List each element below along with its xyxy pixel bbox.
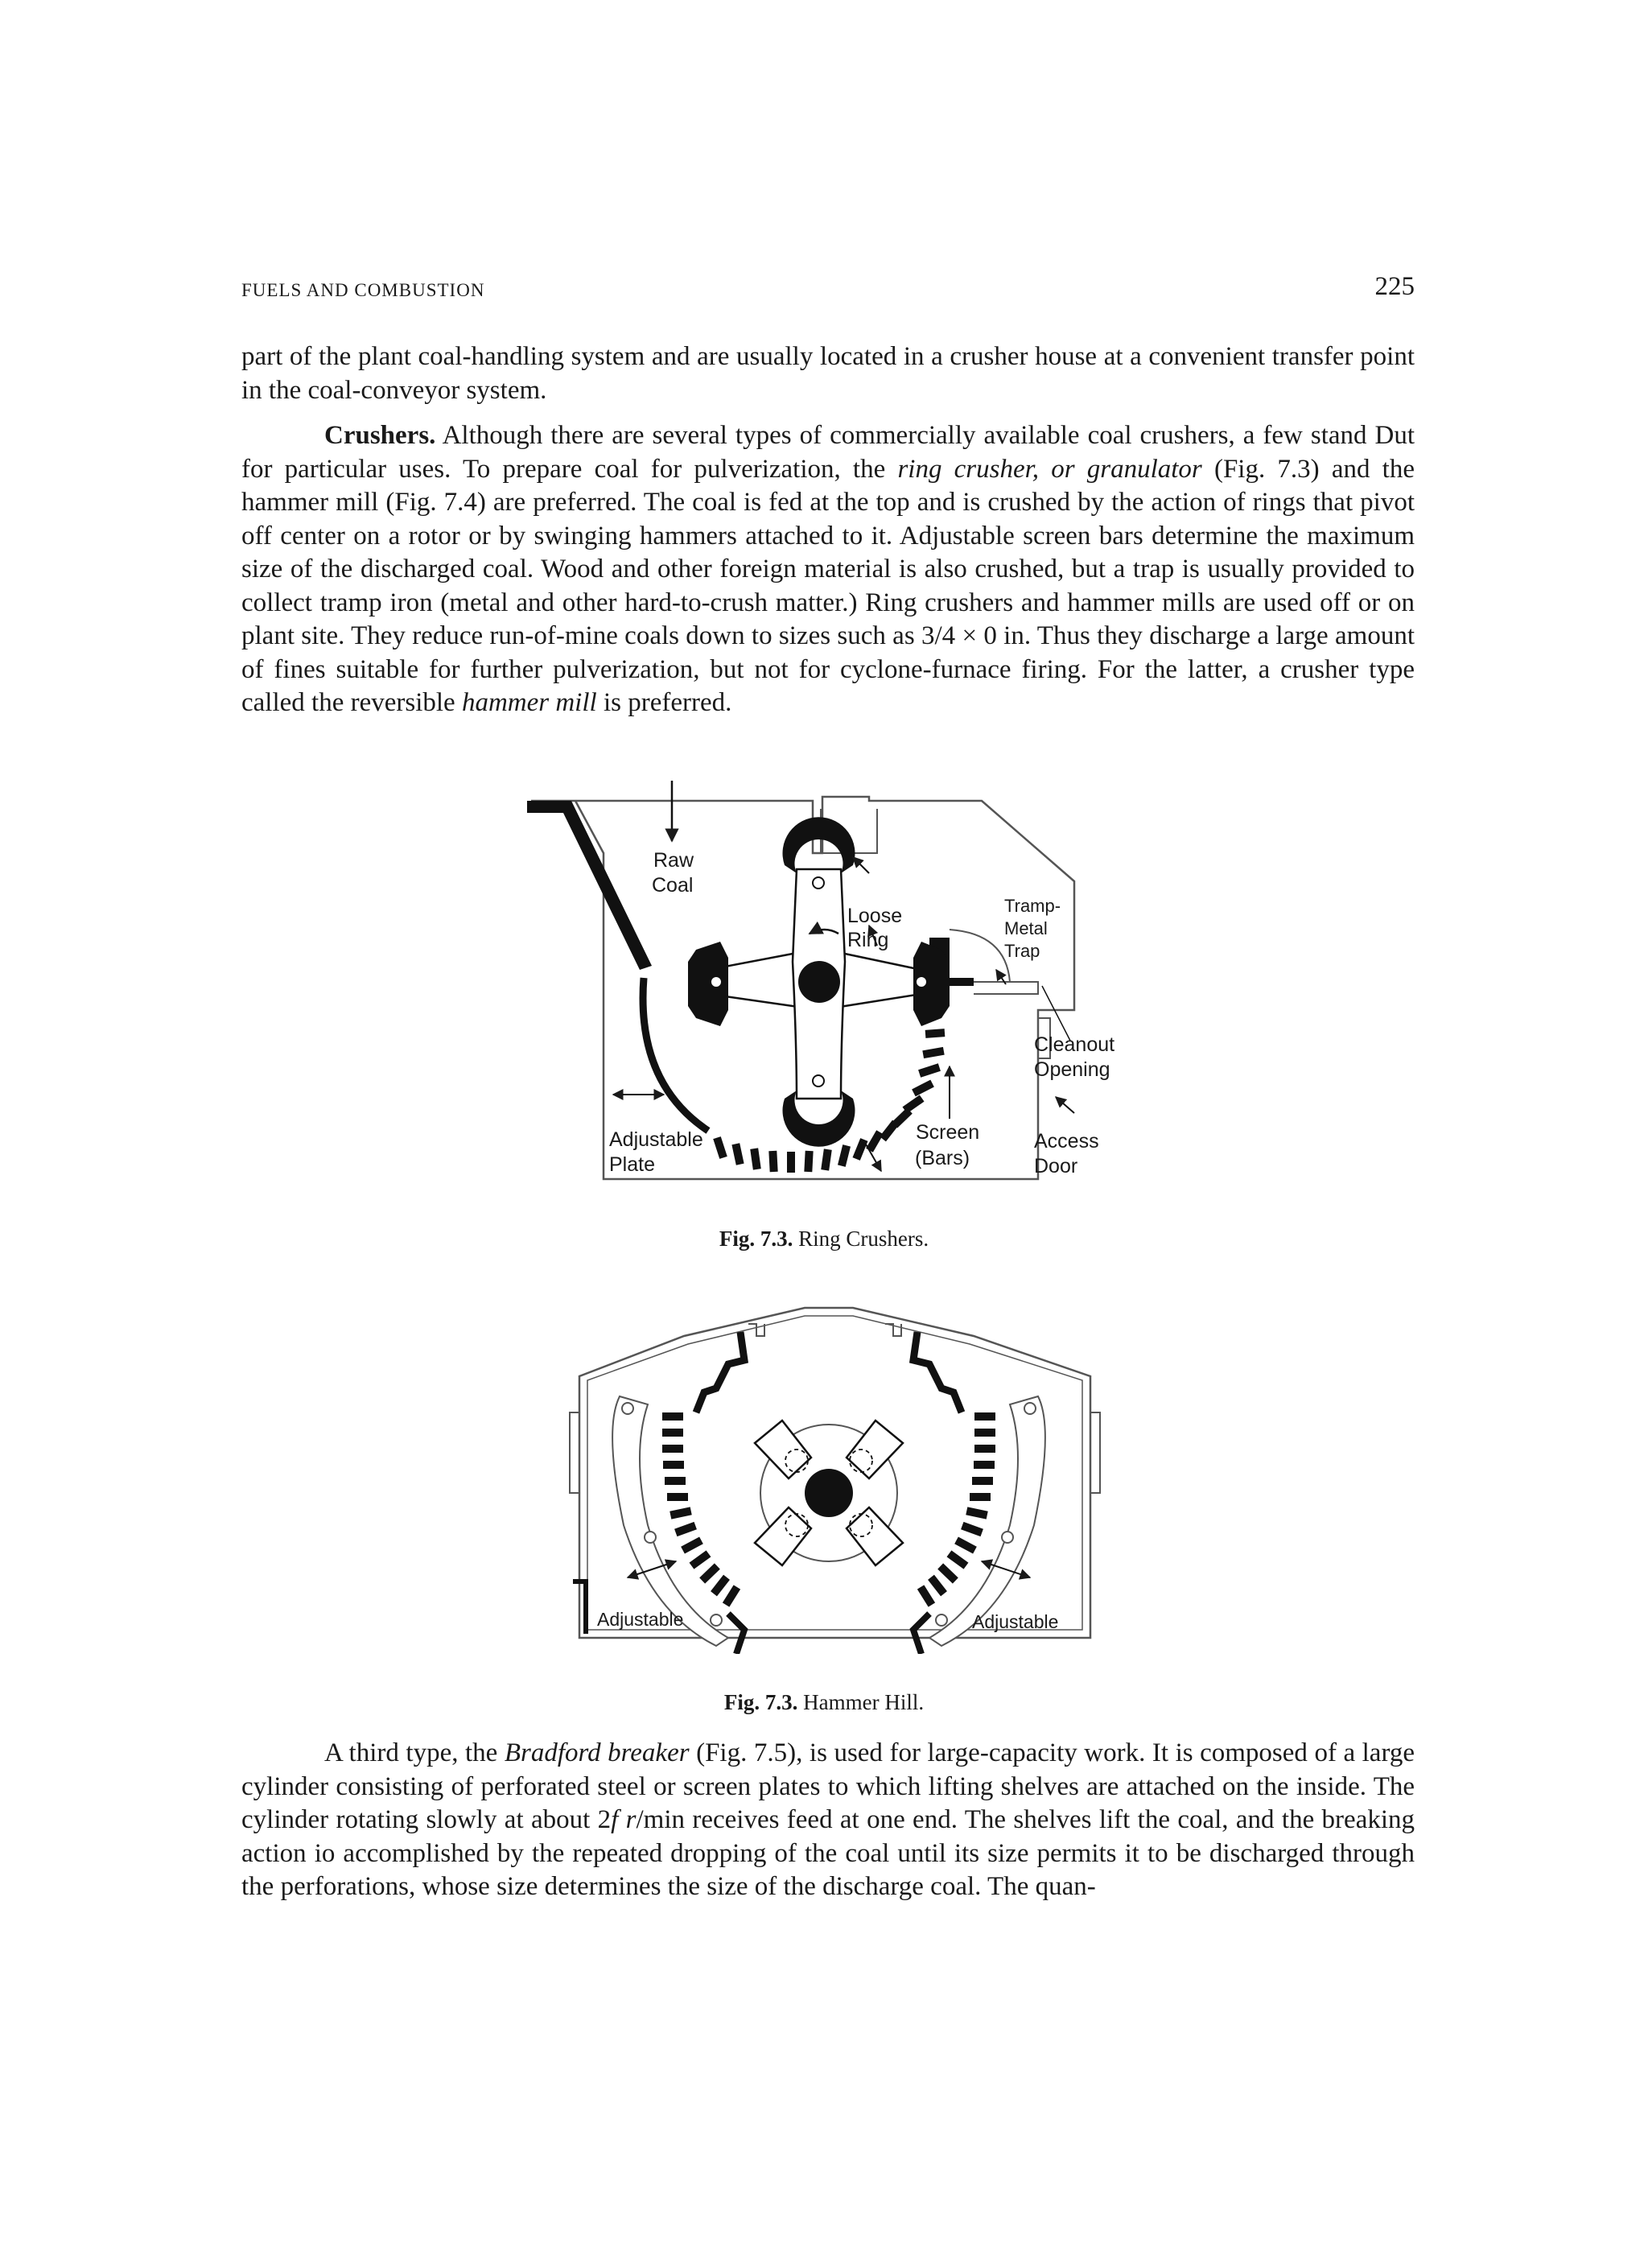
- paragraph-bradford: [241, 1737, 1415, 1904]
- label-trap: Trap: [1004, 941, 1040, 961]
- liner-right: [913, 1332, 962, 1412]
- hammer-rotor-shaft: [805, 1469, 853, 1517]
- paragraph-2-emph-hammer-mill: hammer mill: [461, 688, 597, 717]
- paragraph-3-text-c: /min receives feed at one end. The shelves lift the coal, and the breaking action io accomplished by the repeated dropping of the coal until its size permits it to be discharged through the perforations, whose size determines the size of the discharge coal. The quan-: [241, 1805, 1415, 1901]
- label-ring: Ring: [847, 929, 889, 951]
- label-metal: Metal: [1004, 918, 1048, 938]
- trap-hood: [950, 930, 1010, 982]
- label-access: Access: [1034, 1130, 1099, 1153]
- paragraph-1: [241, 340, 1415, 407]
- label-raw: Raw: [653, 849, 694, 872]
- label-tramp: Tramp-: [1004, 896, 1061, 916]
- figure-2-caption: [0, 1690, 1648, 1715]
- label-opening: Opening: [1034, 1058, 1110, 1081]
- ring-crusher-diagram: [523, 777, 1135, 1195]
- paragraph-3-text-b: (Fig. 7.5), is used for large-capacity work. It is composed of a large cylinder consisting of perforated steel or screen plates to which lifting shelves are attached on the inside. The cylinder rotating slowly at about 2: [241, 1738, 1415, 1834]
- side-door-right: [1090, 1412, 1100, 1493]
- paragraph-crushers: [241, 419, 1415, 720]
- figure-1-number: Fig. 7.3.: [719, 1227, 793, 1251]
- top-notch-right: [885, 1324, 901, 1336]
- label-adjustable-right: Adjustable: [972, 1611, 1059, 1632]
- loose-ring-arrow: [853, 857, 869, 873]
- figure-2-title: Hammer Hill.: [797, 1690, 925, 1714]
- access-arrow: [1056, 1097, 1074, 1113]
- figure-1-caption: [0, 1227, 1648, 1252]
- paragraph-2-text-b: (Fig. 7.3) and the hammer mill (Fig. 7.4) are preferred. The coal is fed at the top and is crushed by the action of rings that pivot off center on a rotor or by swinging hammers attached to it. Adjustable screen bars determine the maximum size of the discharged coal. Wood and other foreign material is also crushed, but a trap is usually provided to collect tramp iron (metal and other hard-to-crush matter.) Ring crushers and hammer mills are used off or on plant site. They reduce run-of-mine coals down to sizes such as 3/4 × 0 in. Thus they discharge a large amount of fines suitable for further pulverization, but not for cyclone-furnace firing. For the latter, a crusher type called the reversible: [241, 454, 1415, 717]
- label-adjustable-left: Adjustable: [597, 1609, 684, 1630]
- crushers-heading: Crushers.: [324, 421, 436, 450]
- figure-2-number: Fig. 7.3.: [723, 1690, 798, 1714]
- label-bars: (Bars): [915, 1147, 970, 1169]
- cleanout-arrow: [1042, 986, 1070, 1041]
- label-coal: Coal: [652, 874, 694, 897]
- grate-bars-right: [917, 1412, 995, 1607]
- paragraph-1-text: part of the plant coal-handling system and are usually located in a crusher house at a convenient transfer point in the coal-conveyor system.: [241, 342, 1415, 405]
- label-cleanout: Cleanout: [1034, 1033, 1115, 1056]
- bottom-lip-left: [728, 1614, 744, 1654]
- liner-left: [696, 1332, 744, 1412]
- figure-1-title: Ring Crushers.: [793, 1227, 929, 1251]
- rotor-shaft: [798, 961, 840, 1003]
- running-header: FUELS AND COMBUSTION: [241, 280, 485, 300]
- paragraph-3-emph-fr: f r: [611, 1805, 637, 1834]
- paragraph-2-text-a: Although there are several types of commercially available coal crushers, a few stand Dut for particular uses. To prepare coal for pulverization, the: [241, 421, 1415, 484]
- label-adjustable: Adjustable: [609, 1128, 703, 1151]
- label-plate: Plate: [609, 1153, 655, 1176]
- side-door-left: [570, 1412, 579, 1493]
- hammer-mill-diagram: [555, 1300, 1102, 1654]
- paragraph-3-text-a: A third type, the: [324, 1738, 505, 1767]
- bottom-lip-right: [913, 1614, 929, 1654]
- page-number: 225: [1374, 272, 1415, 301]
- label-door: Door: [1034, 1155, 1078, 1177]
- paragraph-2-text-c: is preferred.: [596, 688, 732, 717]
- label-screen: Screen: [916, 1121, 980, 1144]
- paragraph-2-emph-ring-crusher: ring crusher, or granulator: [897, 454, 1202, 484]
- grate-bars-left: [662, 1412, 740, 1607]
- paragraph-3-emph-bradford: Bradford breaker: [504, 1738, 690, 1767]
- label-loose: Loose: [847, 905, 903, 927]
